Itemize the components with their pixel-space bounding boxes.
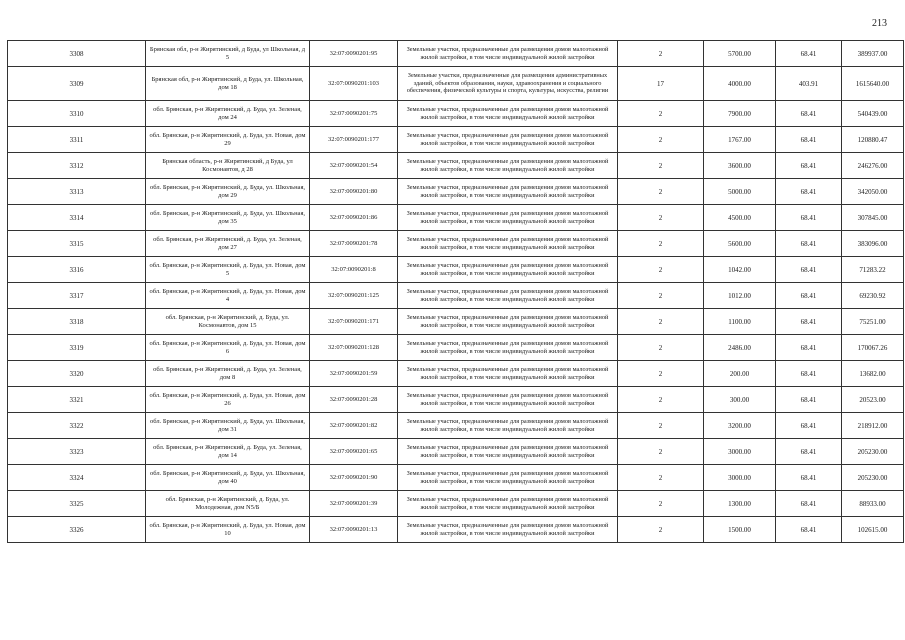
cadastral-value-cell: 540439.00 [842, 101, 904, 127]
table-row [8, 257, 904, 283]
cadastral-value-cell: 205230.00 [842, 465, 904, 491]
group-code-cell: 2 [618, 361, 704, 387]
land-use-cell: Земельные участки, предназначенные для размещения домов малоэтажной жилой застройки, в том числе индивидуальной жилой застройки [398, 361, 618, 387]
address-cell: обл. Брянская, р-н Жирятинский, д. Буда, ул. Новая, дом 26 [146, 387, 310, 413]
specific-value-cell: 68.41 [776, 127, 842, 153]
table-row [8, 283, 904, 309]
table-row [8, 127, 904, 153]
specific-value-cell: 68.41 [776, 231, 842, 257]
address-cell: обл. Брянская, р-н Жирятинский, д. Буда, ул. Зеленая, дом 27 [146, 231, 310, 257]
group-code-cell: 2 [618, 283, 704, 309]
group-code-cell: 2 [618, 491, 704, 517]
land-use-cell: Земельные участки, предназначенные для размещения домов малоэтажной жилой застройки, в том числе индивидуальной жилой застройки [398, 335, 618, 361]
table-row [8, 517, 904, 543]
row-number-cell: 3319 [8, 335, 146, 361]
row-number-cell: 3316 [8, 257, 146, 283]
cadastral-value-cell: 389937.00 [842, 41, 904, 67]
cadastral-number-cell: 32:07:0090201:103 [310, 67, 398, 101]
address-cell: Брянская обл, р-н Жирятинский, д Буда, ул Школьная, д 5 [146, 41, 310, 67]
table-row [8, 439, 904, 465]
row-number-cell: 3312 [8, 153, 146, 179]
cadastral-value-cell: 205230.00 [842, 439, 904, 465]
cadastral-value-cell: 75251.00 [842, 309, 904, 335]
cadastral-number-cell: 32:07:0090201:65 [310, 439, 398, 465]
cadastral-value-cell: 218912.00 [842, 413, 904, 439]
address-cell: обл. Брянская, р-н Жирятинский, д. Буда, ул. Зеленая, дом 14 [146, 439, 310, 465]
row-number-cell: 3326 [8, 517, 146, 543]
row-number-cell: 3313 [8, 179, 146, 205]
area-cell: 1042.00 [704, 257, 776, 283]
cadastral-value-cell: 170067.26 [842, 335, 904, 361]
cadastral-value-cell: 307845.00 [842, 205, 904, 231]
specific-value-cell: 68.41 [776, 387, 842, 413]
area-cell: 4000.00 [704, 67, 776, 101]
area-cell: 1100.00 [704, 309, 776, 335]
group-code-cell: 2 [618, 41, 704, 67]
land-use-cell: Земельные участки, предназначенные для размещения домов малоэтажной жилой застройки, в том числе индивидуальной жилой застройки [398, 283, 618, 309]
cadastral-number-cell: 32:07:0090201:80 [310, 179, 398, 205]
group-code-cell: 2 [618, 257, 704, 283]
table-row [8, 101, 904, 127]
area-cell: 5600.00 [704, 231, 776, 257]
address-cell: обл. Брянская, р-н Жирятинский, д. Буда, ул. Новая, дом 4 [146, 283, 310, 309]
cadastral-number-cell: 32:07:0090201:8 [310, 257, 398, 283]
cadastral-number-cell: 32:07:0090201:54 [310, 153, 398, 179]
land-use-cell: Земельные участки, предназначенные для размещения домов малоэтажной жилой застройки, в том числе индивидуальной жилой застройки [398, 127, 618, 153]
land-use-cell: Земельные участки, предназначенные для размещения домов малоэтажной жилой застройки, в том числе индивидуальной жилой застройки [398, 439, 618, 465]
specific-value-cell: 68.41 [776, 283, 842, 309]
specific-value-cell: 68.41 [776, 179, 842, 205]
row-number-cell: 3311 [8, 127, 146, 153]
land-register-table [7, 40, 904, 543]
cadastral-number-cell: 32:07:0090201:95 [310, 41, 398, 67]
area-cell: 1300.00 [704, 491, 776, 517]
table-row [8, 179, 904, 205]
address-cell: обл. Брянская, р-н Жирятинский, д. Буда, ул. Школьная, дом 29 [146, 179, 310, 205]
cadastral-value-cell: 383096.00 [842, 231, 904, 257]
cadastral-value-cell: 71283.22 [842, 257, 904, 283]
address-cell: обл. Брянская, р-н Жирятинский, д. Буда, ул. Новая, дом 5 [146, 257, 310, 283]
area-cell: 7900.00 [704, 101, 776, 127]
address-cell: обл. Брянская, р-н Жирятинский, д. Буда, ул. Молодежная, дом N5/Б [146, 491, 310, 517]
table-row [8, 67, 904, 101]
cadastral-number-cell: 32:07:0090201:75 [310, 101, 398, 127]
cadastral-number-cell: 32:07:0090201:28 [310, 387, 398, 413]
area-cell: 5000.00 [704, 179, 776, 205]
row-number-cell: 3309 [8, 67, 146, 101]
cadastral-number-cell: 32:07:0090201:82 [310, 413, 398, 439]
table-row [8, 231, 904, 257]
table-row [8, 335, 904, 361]
land-use-cell: Земельные участки, предназначенные для размещения домов малоэтажной жилой застройки, в том числе индивидуальной жилой застройки [398, 309, 618, 335]
row-number-cell: 3325 [8, 491, 146, 517]
land-use-cell: Земельные участки, предназначенные для размещения домов малоэтажной жилой застройки, в том числе индивидуальной жилой застройки [398, 517, 618, 543]
cadastral-value-cell: 13682.00 [842, 361, 904, 387]
area-cell: 1012.00 [704, 283, 776, 309]
table-row [8, 361, 904, 387]
group-code-cell: 2 [618, 387, 704, 413]
specific-value-cell: 68.41 [776, 491, 842, 517]
cadastral-value-cell: 88933.00 [842, 491, 904, 517]
address-cell: обл. Брянская, р-н Жирятинский, д. Буда, ул. Новая, дом 10 [146, 517, 310, 543]
land-use-cell: Земельные участки, предназначенные для размещения домов малоэтажной жилой застройки, в том числе индивидуальной жилой застройки [398, 205, 618, 231]
specific-value-cell: 68.41 [776, 439, 842, 465]
land-use-cell: Земельные участки, предназначенные для размещения домов малоэтажной жилой застройки, в том числе индивидуальной жилой застройки [398, 101, 618, 127]
area-cell: 3600.00 [704, 153, 776, 179]
cadastral-number-cell: 32:07:0090201:171 [310, 309, 398, 335]
group-code-cell: 2 [618, 179, 704, 205]
group-code-cell: 2 [618, 517, 704, 543]
area-cell: 3000.00 [704, 439, 776, 465]
specific-value-cell: 68.41 [776, 517, 842, 543]
group-code-cell: 17 [618, 67, 704, 101]
area-cell: 4500.00 [704, 205, 776, 231]
group-code-cell: 2 [618, 101, 704, 127]
cadastral-value-cell: 20523.00 [842, 387, 904, 413]
cadastral-value-cell: 342050.00 [842, 179, 904, 205]
table-row [8, 205, 904, 231]
specific-value-cell: 68.41 [776, 153, 842, 179]
area-cell: 200.00 [704, 361, 776, 387]
table-row [8, 465, 904, 491]
row-number-cell: 3320 [8, 361, 146, 387]
address-cell: обл. Брянская, р-н Жирятинский, д. Буда, ул. Школьная, дом 31 [146, 413, 310, 439]
address-cell: обл. Брянская, р-н Жирятинский, д. Буда, ул. Зеленая, дом 8 [146, 361, 310, 387]
row-number-cell: 3318 [8, 309, 146, 335]
area-cell: 5700.00 [704, 41, 776, 67]
address-cell: обл. Брянская, р-н Жирятинский, д. Буда, ул. Школьная, дом 35 [146, 205, 310, 231]
specific-value-cell: 68.41 [776, 361, 842, 387]
cadastral-value-cell: 120880.47 [842, 127, 904, 153]
cadastral-number-cell: 32:07:0090201:90 [310, 465, 398, 491]
table-row [8, 387, 904, 413]
group-code-cell: 2 [618, 413, 704, 439]
cadastral-value-cell: 1615640.00 [842, 67, 904, 101]
page-number: 213 [872, 18, 887, 29]
group-code-cell: 2 [618, 465, 704, 491]
specific-value-cell: 68.41 [776, 413, 842, 439]
group-code-cell: 2 [618, 439, 704, 465]
specific-value-cell: 68.41 [776, 335, 842, 361]
land-use-cell: Земельные участки, предназначенные для размещения домов малоэтажной жилой застройки, в том числе индивидуальной жилой застройки [398, 257, 618, 283]
specific-value-cell: 68.41 [776, 41, 842, 67]
row-number-cell: 3315 [8, 231, 146, 257]
cadastral-number-cell: 32:07:0090201:177 [310, 127, 398, 153]
row-number-cell: 3322 [8, 413, 146, 439]
cadastral-value-cell: 102615.00 [842, 517, 904, 543]
specific-value-cell: 403.91 [776, 67, 842, 101]
area-cell: 3200.00 [704, 413, 776, 439]
land-use-cell: Земельные участки, предназначенные для размещения домов малоэтажной жилой застройки, в том числе индивидуальной жилой застройки [398, 41, 618, 67]
land-use-cell: Земельные участки, предназначенные для размещения домов малоэтажной жилой застройки, в том числе индивидуальной жилой застройки [398, 465, 618, 491]
cadastral-value-cell: 69230.92 [842, 283, 904, 309]
address-cell: обл. Брянская, р-н Жирятинский, д. Буда, ул. Школьная, дом 40 [146, 465, 310, 491]
address-cell: обл. Брянская, р-н Жирятинский, д. Буда, ул. Зеленая, дом 24 [146, 101, 310, 127]
table-row [8, 41, 904, 67]
group-code-cell: 2 [618, 309, 704, 335]
group-code-cell: 2 [618, 231, 704, 257]
land-use-cell: Земельные участки, предназначенные для размещения домов малоэтажной жилой застройки, в том числе индивидуальной жилой застройки [398, 387, 618, 413]
group-code-cell: 2 [618, 205, 704, 231]
address-cell: Брянская область, р-н Жирятинский, д Буда, ул Космонавтов, д 28 [146, 153, 310, 179]
row-number-cell: 3310 [8, 101, 146, 127]
cadastral-number-cell: 32:07:0090201:128 [310, 335, 398, 361]
group-code-cell: 2 [618, 127, 704, 153]
land-use-cell: Земельные участки, предназначенные для размещения домов малоэтажной жилой застройки, в том числе индивидуальной жилой застройки [398, 179, 618, 205]
address-cell: обл. Брянская, р-н Жирятинский, д. Буда, ул. Новая, дом 6 [146, 335, 310, 361]
table-row [8, 413, 904, 439]
row-number-cell: 3308 [8, 41, 146, 67]
address-cell: обл. Брянская, р-н Жирятинский, д. Буда, ул. Новая, дом 29 [146, 127, 310, 153]
cadastral-value-cell: 246276.00 [842, 153, 904, 179]
table-row [8, 309, 904, 335]
specific-value-cell: 68.41 [776, 309, 842, 335]
row-number-cell: 3324 [8, 465, 146, 491]
cadastral-number-cell: 32:07:0090201:59 [310, 361, 398, 387]
address-cell: обл. Брянская, р-н Жирятинский, д. Буда, ул. Космонавтов, дом 15 [146, 309, 310, 335]
cadastral-number-cell: 32:07:0090201:86 [310, 205, 398, 231]
specific-value-cell: 68.41 [776, 257, 842, 283]
specific-value-cell: 68.41 [776, 101, 842, 127]
land-use-cell: Земельные участки, предназначенные для размещения домов малоэтажной жилой застройки, в том числе индивидуальной жилой застройки [398, 491, 618, 517]
specific-value-cell: 68.41 [776, 205, 842, 231]
specific-value-cell: 68.41 [776, 465, 842, 491]
land-use-cell: Земельные участки, предназначенные для размещения домов малоэтажной жилой застройки, в том числе индивидуальной жилой застройки [398, 231, 618, 257]
row-number-cell: 3323 [8, 439, 146, 465]
land-use-cell: Земельные участки, предназначенные для размещения домов малоэтажной жилой застройки, в том числе индивидуальной жилой застройки [398, 413, 618, 439]
cadastral-number-cell: 32:07:0090201:39 [310, 491, 398, 517]
cadastral-number-cell: 32:07:0090201:125 [310, 283, 398, 309]
row-number-cell: 3321 [8, 387, 146, 413]
area-cell: 300.00 [704, 387, 776, 413]
group-code-cell: 2 [618, 153, 704, 179]
group-code-cell: 2 [618, 335, 704, 361]
area-cell: 3000.00 [704, 465, 776, 491]
land-use-cell: Земельные участки, предназначенные для размещения домов малоэтажной жилой застройки, в том числе индивидуальной жилой застройки [398, 153, 618, 179]
land-use-cell: Земельные участки, предназначенные для размещения административных зданий, объектов образования, науки, здравоохранения и социального обеспечения, физической культуры и спорта, культуры, искусства, религии [398, 67, 618, 101]
area-cell: 1500.00 [704, 517, 776, 543]
cadastral-number-cell: 32:07:0090201:78 [310, 231, 398, 257]
cadastral-number-cell: 32:07:0090201:13 [310, 517, 398, 543]
address-cell: Брянская обл, р-н Жирятинский, д Буда, ул. Школьная, дом 18 [146, 67, 310, 101]
row-number-cell: 3314 [8, 205, 146, 231]
area-cell: 2486.00 [704, 335, 776, 361]
table-row [8, 491, 904, 517]
row-number-cell: 3317 [8, 283, 146, 309]
area-cell: 1767.00 [704, 127, 776, 153]
table-row [8, 153, 904, 179]
